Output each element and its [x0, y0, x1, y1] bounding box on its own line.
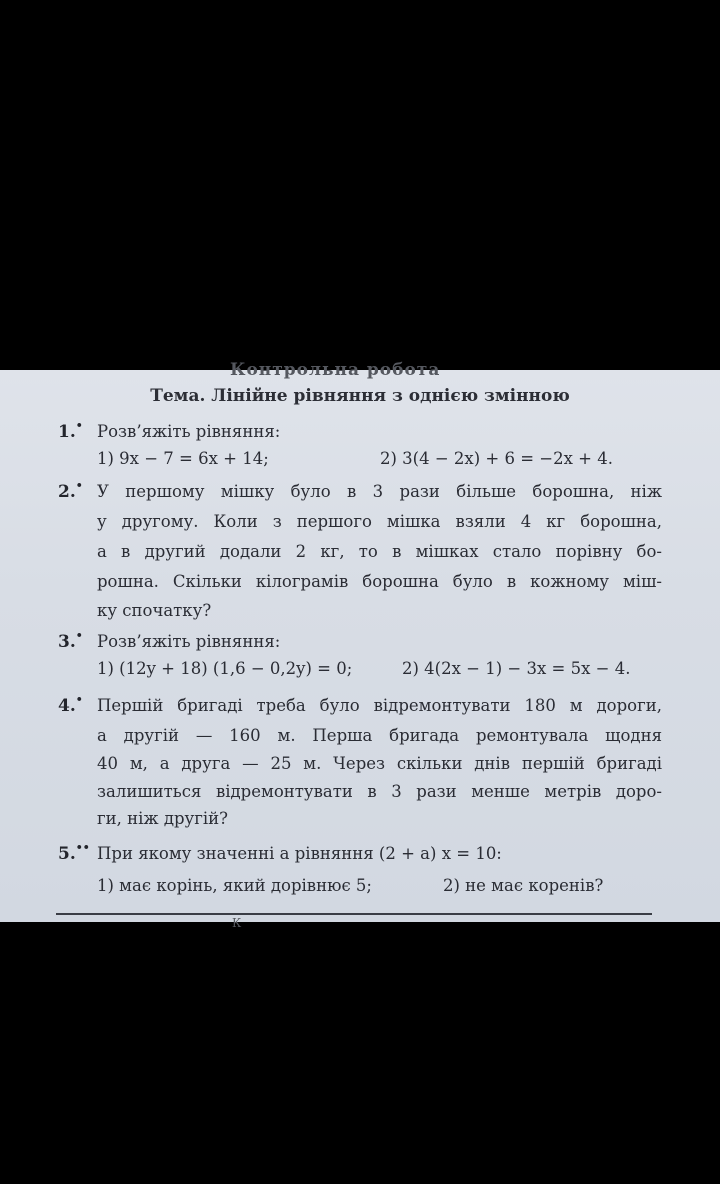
task-number: 3.• [58, 629, 83, 652]
worksheet-page [0, 360, 720, 930]
cut-off-text: К [232, 916, 242, 930]
equation-1: 1) 9x − 7 = 6x + 14; [97, 449, 269, 468]
option-2: 2) не має коренів? [443, 876, 604, 895]
task-text-line: а другій — 160 м. Перша бригада ремонтувала щодня [97, 726, 662, 745]
task-number: 1.• [58, 419, 83, 442]
task-number: 4.• [58, 693, 83, 716]
task-text-line: Першій бригаді треба було відремонтувати 180 м дороги, [97, 696, 662, 715]
task-text-line: а в другий додали 2 кг, то в мішках стало порівну бо- [97, 542, 662, 561]
task-text-line: ку спочатку? [97, 601, 212, 620]
task-instruction: Розв’яжіть рівняння: [97, 422, 281, 441]
task-text-line: залишиться відремонтувати в 3 рази менше метрів доро- [97, 782, 662, 801]
task-text-line: 40 м, а друга — 25 м. Через скільки днів першій бригаді [97, 754, 662, 773]
option-1: 1) має корінь, який дорівнює 5; [97, 876, 372, 895]
task-text-line: У першому мішку було в 3 рази більше борошна, ніж [97, 482, 662, 501]
task-text-line: у другому. Коли з першого мішка взяли 4 кг борошна, [97, 512, 662, 531]
topic-title: Тема. Лінійне рівняння з однією змінною [150, 386, 570, 406]
task-instruction: При якому значенні a рівняння (2 + a) x = 10: [97, 844, 502, 863]
task-text-line: ги, ніж другій? [97, 809, 229, 828]
task-number: 2.• [58, 479, 83, 502]
divider-line [56, 913, 652, 915]
equation-2: 2) 4(2x − 1) − 3x = 5x − 4. [402, 659, 631, 678]
equation-2: 2) 3(4 − 2x) + 6 = −2x + 4. [380, 449, 613, 468]
cut-off-heading: Контрольна робота [230, 360, 441, 380]
task-number: 5.•• [58, 841, 90, 864]
equation-1: 1) (12y + 18) (1,6 − 0,2y) = 0; [97, 659, 353, 678]
task-text-line: рошна. Скільки кілограмів борошна було в кожному міш- [97, 572, 662, 591]
task-instruction: Розв’яжіть рівняння: [97, 632, 281, 651]
